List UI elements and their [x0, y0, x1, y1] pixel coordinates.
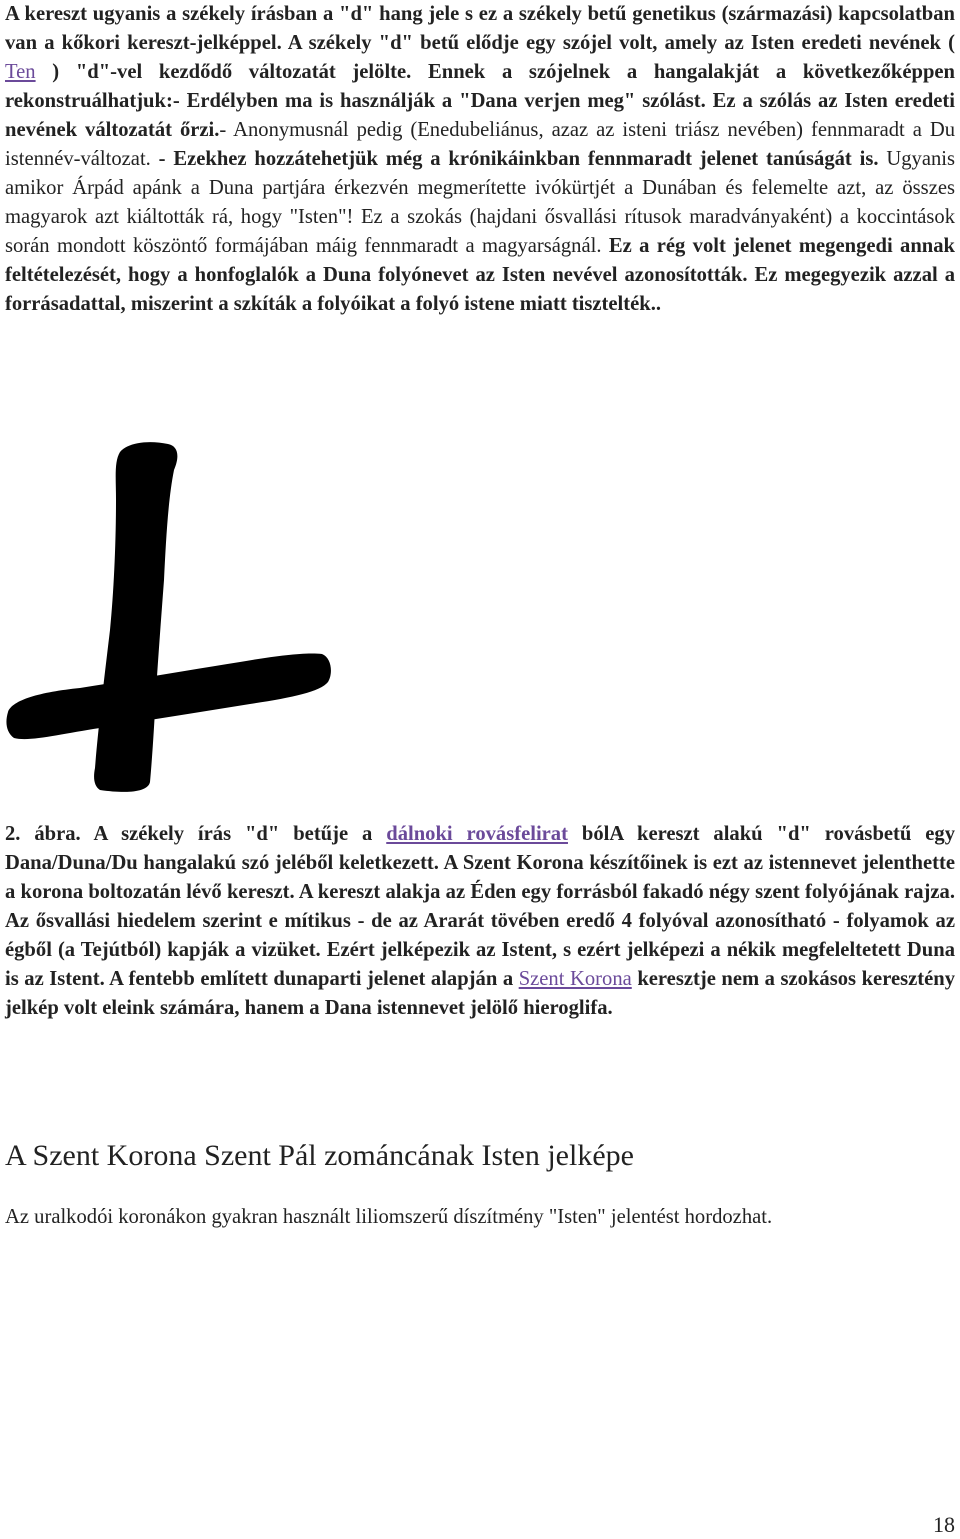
- p2-text-1: 2. ábra. A székely írás "d" betűje a: [5, 823, 387, 845]
- p1-text-1: A kereszt ugyanis a székely írásban a "d" hang jele s ez a székely betű genetikus (származási) kapcsolatban van a kőkori kereszt-jelképpel. A székely "d" betű elődje egy szójel volt, amely az Isten eredeti nevének (: [5, 3, 955, 54]
- p2-text-3: keresztje nem a szokásos keresztény jelkép volt eleink számára, hanem a Dana istennevet jelölő hieroglifa.: [5, 968, 956, 1019]
- p1-text-4: - Ezekhez hozzátehetjük még a krónikáinkban fennmaradt jelenet tanúságát is.: [158, 148, 879, 170]
- section-heading: A Szent Korona Szent Pál zománcának Isten jelképe: [5, 1139, 634, 1172]
- szent-korona-link[interactable]: Szent Korona: [518, 968, 632, 990]
- paragraph-1: [5, 0, 955, 319]
- dalnoki-rovasfelirat-link[interactable]: dálnoki rovásfelirat: [386, 823, 568, 845]
- p1-text-6: Ez a rég volt jelenet megengedi annak feltételezését, hogy a honfoglalók a Duna folyónevet az Isten nevével azonosították. Ez megegyezik azzal a forrásadattal, miszerint a szkíták a folyóikat a folyó istene miatt tisztelték..: [5, 235, 955, 315]
- ten-link[interactable]: Ten: [5, 61, 36, 83]
- rune-vertical-stroke: [94, 442, 177, 792]
- rune-crossbar-stroke: [6, 653, 330, 739]
- p1-text-2: ) "d"-vel kezdődő változatát jelölte. Ennek a szójelnek a hangalakját a következőképpen rekonstruálhatjuk:- Erdélyben ma is használják a "Dana verjen meg" szólást. Ez a szólás az Isten eredeti nevének változatát őrzi.: [5, 61, 955, 141]
- intro-text: Az uralkodói koronákon gyakran használt liliomszerű díszítmény "Isten" jelentést hordozhat.: [5, 1206, 773, 1228]
- page-number: 18: [933, 1512, 955, 1537]
- szekely-d-rune-cross-icon: [0, 430, 340, 800]
- paragraph-2: [5, 820, 955, 1023]
- p1-text-5: Ugyanis amikor Árpád apánk a Duna partjára érkezvén megmerítette ivókürtjét a Dunában és felemelte azt, az összes magyarok azt kiáltották rá, hogy "Isten"! Ez a szokás (hajdani ősvallási rítusok maradványaként) a koccintások során mondott köszöntő formájában máig fennmaradt a magyarságnál.: [5, 148, 955, 257]
- p2-text-2: bólA kereszt alakú "d" rovásbetű egy Dana/Duna/Du hangalakú szó jeléből keletkezett. A Szent Korona készítőinek is ezt az istennevet jelenthette a korona boltozatán lévő kereszt. A kereszt alakja az Éden egy forrásból fakadó négy szent folyójának rajza. Az ősvallási hiedelem szerint e mítikus - de az Ararát tövében eredő 4 folyóval azonosítható - folyamok az égből (a Tejútból) kapják a vizüket. Ezért jelképezik az Istent, s ezért jelképezi a nékik megfeleltetett Duna is az Istent. A fentebb említett dunaparti jelenet alapján a: [5, 823, 955, 990]
- p1-text-3: - Anonymusnál pedig (Enedubeliánus, azaz az isteni triász nevében) fennmaradt a Du istennév-változat.: [5, 119, 955, 170]
